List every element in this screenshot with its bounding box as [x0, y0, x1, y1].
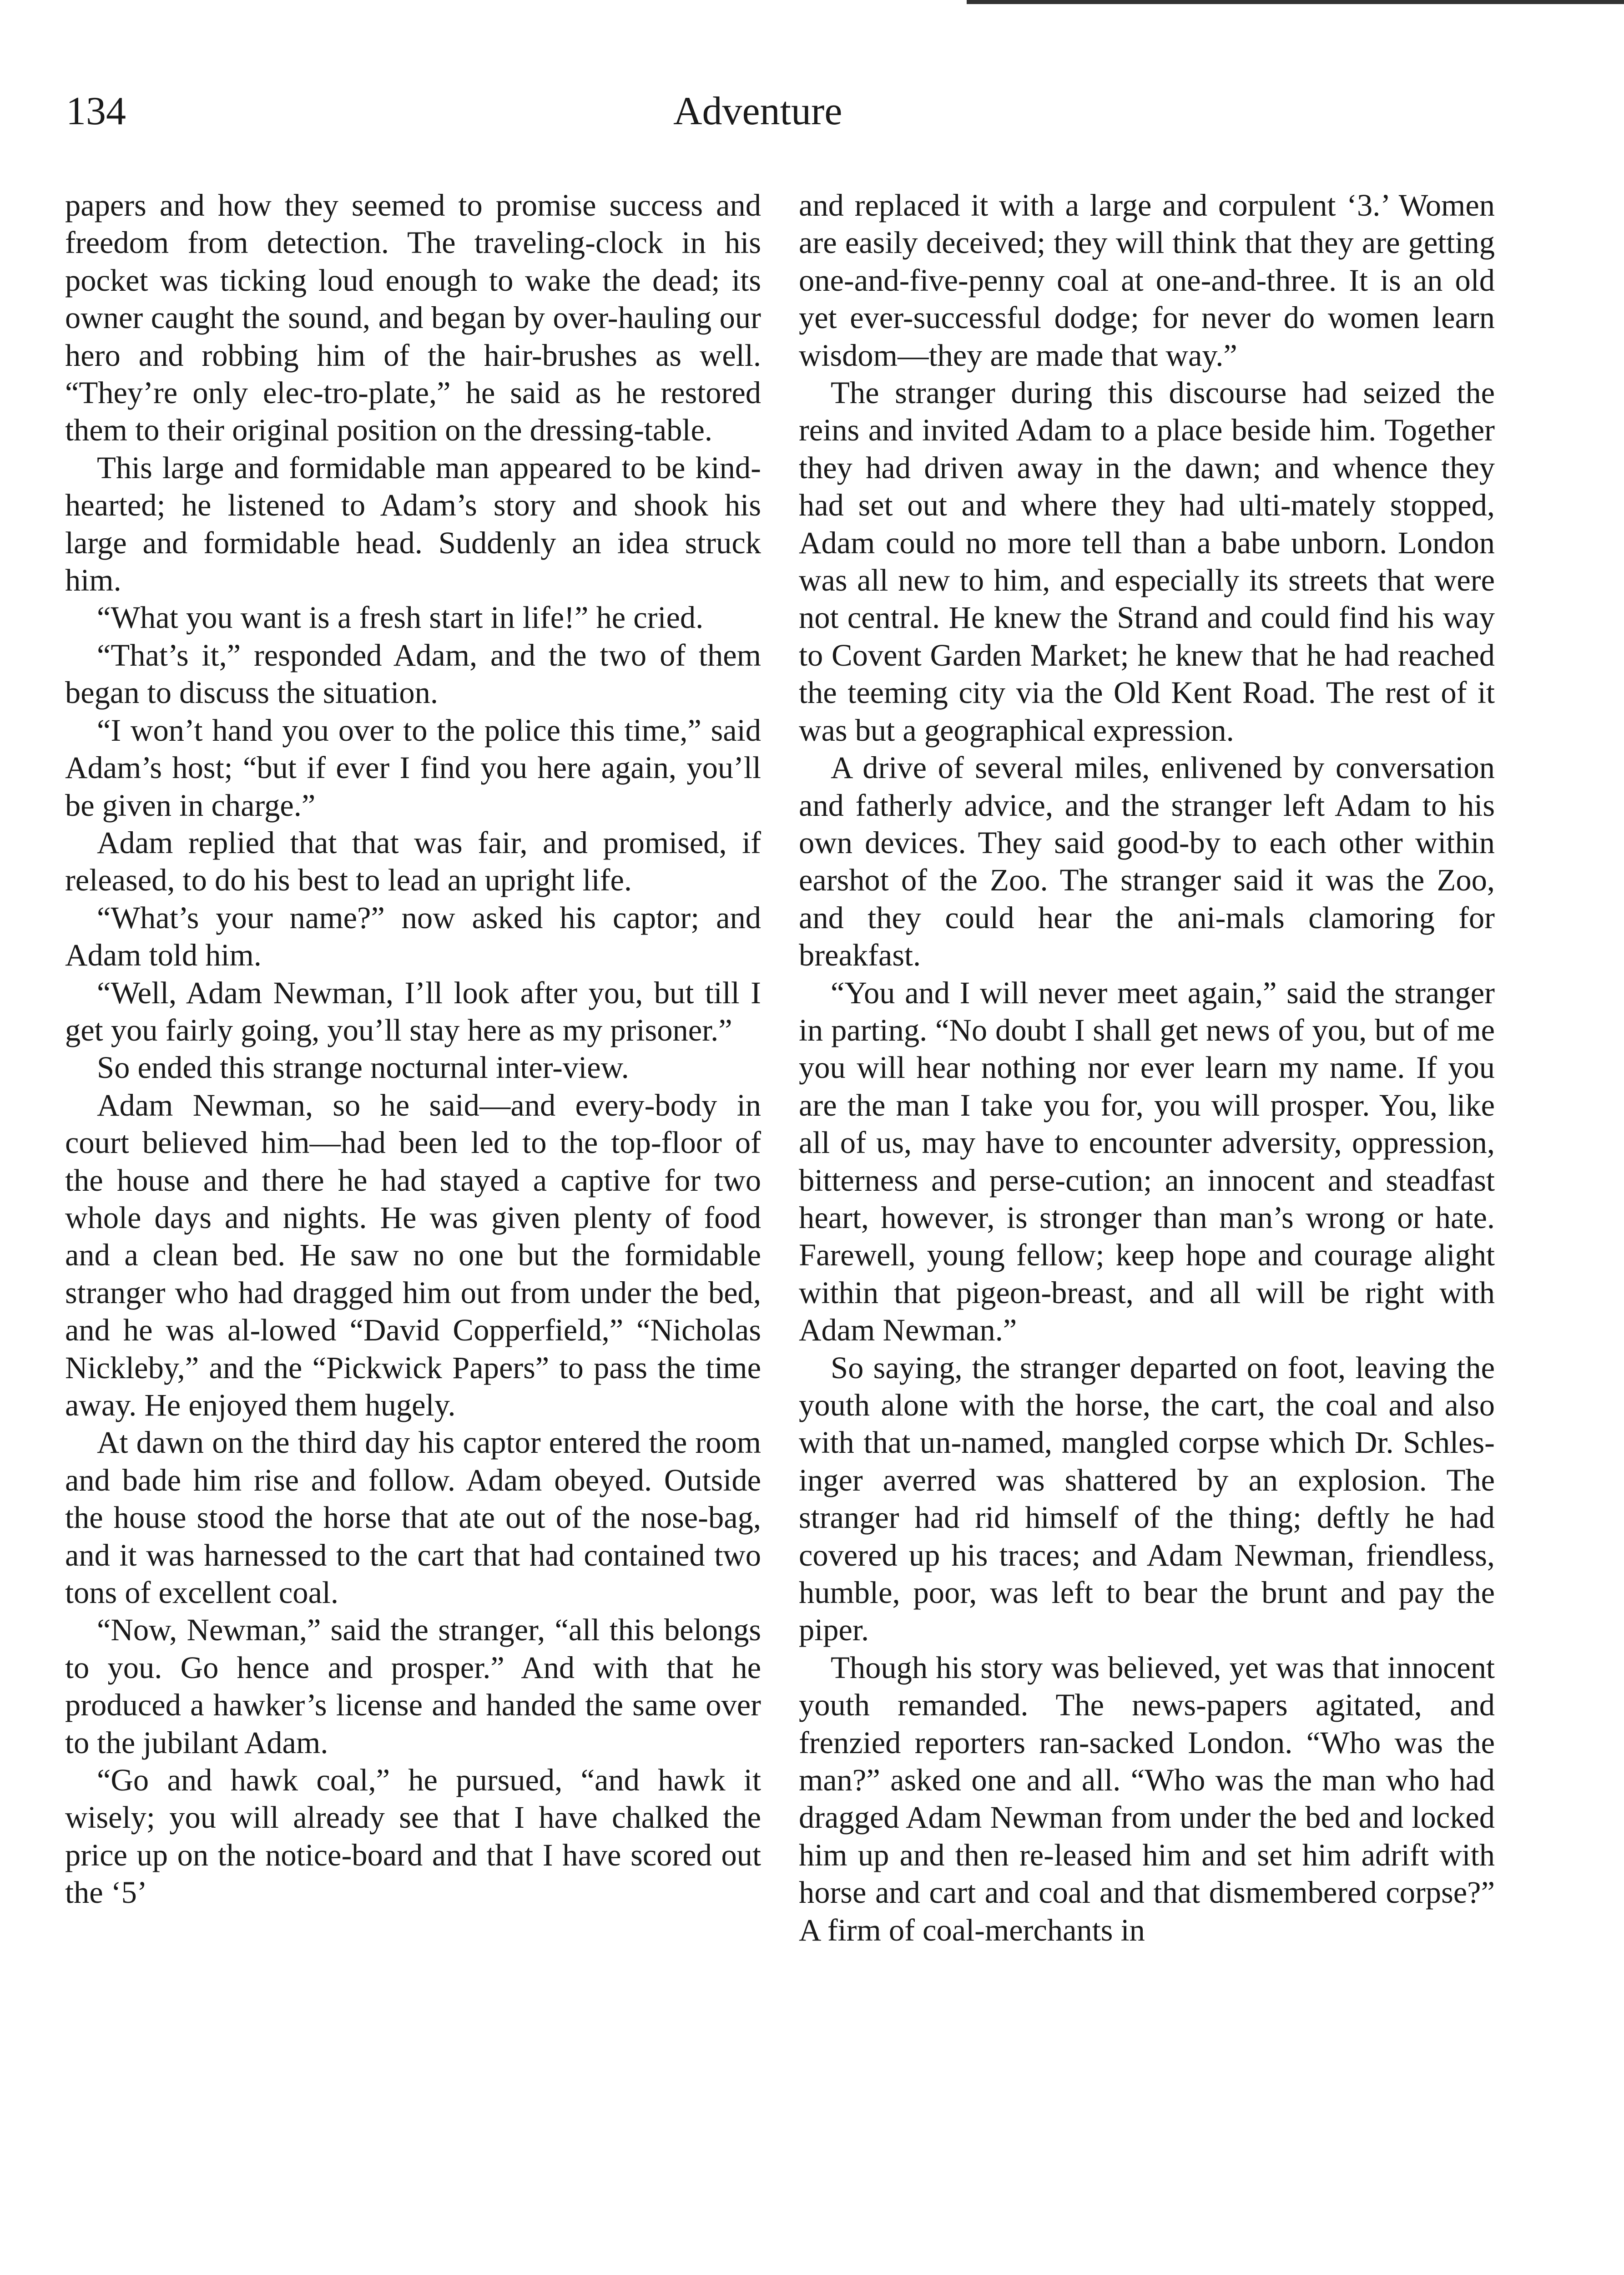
paragraph: “I won’t hand you over to the police this time,” said Adam’s host; “but if ever I find you here again, you’ll be given in charge.” [65, 713, 761, 823]
paragraph: “What you want is a fresh start in life!” he cried. [97, 600, 704, 635]
paragraph: “Go and hawk coal,” he pursued, “and hawk it wisely; you will already see that I have chalked the price up on the notice-board and that I have scored out the ‘5’ [65, 1763, 761, 1910]
left-column [65, 187, 761, 1911]
right-column [799, 187, 1495, 1949]
top-border-rule [967, 0, 1624, 4]
paragraph: Though his story was believed, yet was that innocent youth remanded. The news-papers agitated, and frenzied reporters ran-sacked London. “Who was the man?” asked one and all. “Who was the man who had dragged Adam Newman from under the bed and locked him up and then re-leased him and set him adrift with horse and cart and coal and that dismembered corpse?” A firm of coal-merchants in [799, 1650, 1495, 1947]
paragraph: This large and formidable man appeared to be kind-hearted; he listened to Adam’s story and shook his large and formidable head. Suddenly an idea struck him. [65, 450, 761, 598]
paragraph: “Well, Adam Newman, I’ll look after you, but till I get you fairly going, you’ll stay here as my prisoner.” [65, 975, 761, 1047]
paragraph: A drive of several miles, enlivened by conversation and fatherly advice, and the stranger left Adam to his own devices. They said good-by to each other within earshot of the Zoo. The stranger said it was the Zoo, and they could hear the ani-mals clamoring for breakfast. [799, 750, 1495, 973]
page-number: 134 [66, 89, 126, 133]
paragraph: Adam replied that that was fair, and promised, if released, to do his best to lead an upright life. [65, 825, 761, 898]
paragraph: “You and I will never meet again,” said the stranger in parting. “No doubt I shall get news of you, but of me you will hear nothing nor ever learn my name. If you are the man I take you for, you will prosper. You, like all of us, may have to encounter adversity, oppression, bitterness and perse-cution; an innocent and steadfast heart, however, is stronger than man’s wrong or hate. Farewell, young fellow; keep hope and courage alight within that pigeon-breast, and all will be right with Adam Newman.” [799, 975, 1495, 1348]
paragraph: “Now, Newman,” said the stranger, “all this belongs to you. Go hence and prosper.” And with that he produced a hawker’s license and handed the same over to the jubilant Adam. [65, 1613, 761, 1760]
running-title: Adventure [673, 89, 842, 133]
paragraph: The stranger during this discourse had seized the reins and invited Adam to a place beside him. Together they had driven away in the dawn; and whence they had set out and where they had ulti-mately stopped, Adam could no more tell than a babe unborn. London was all new to him, and especially its streets that were not central. He knew the Strand and could find his way to Covent Garden Market; he knew that he had reached the teeming city via the Old Kent Road. The rest of it was but a geographical expression. [799, 375, 1495, 748]
paragraph: So ended this strange nocturnal inter-view. [97, 1050, 629, 1085]
paragraph: papers and how they seemed to promise success and freedom from detection. The traveling-clock in his pocket was ticking loud enough to wake the dead; its owner caught the sound, and began by over-hauling our hero and robbing him of the hair-brushes as well. “They’re only elec-tro-plate,” he said as he restored them to their original position on the dressing-table. [65, 188, 761, 448]
paragraph: So saying, the stranger departed on foot, leaving the youth alone with the horse, the cart, the coal and also with that un-named, mangled corpse which Dr. Schles-inger averred was shattered by an explosion. The stranger had rid himself of the thing; deftly he had covered up his traces; and Adam Newman, friendless, humble, poor, was left to bear the brunt and pay the piper. [799, 1350, 1495, 1648]
paragraph: “That’s it,” responded Adam, and the two of them began to discuss the situation. [65, 637, 761, 710]
paragraph: At dawn on the third day his captor entered the room and bade him rise and follow. Adam obeyed. Outside the house stood the horse that ate out of the nose-bag, and it was harnessed to the cart that had contained two tons of excellent coal. [65, 1425, 761, 1610]
paragraph: and replaced it with a large and corpulent ‘3.’ Women are easily deceived; they will think that they are getting one-and-five-penny coal at one-and-three. It is an old yet ever-successful dodge; for never do women learn wisdom—they are made that way.” [799, 188, 1495, 373]
paragraph: Adam Newman, so he said—and every-body in court believed him—had been led to the top-floor of the house and there he had stayed a captive for two whole days and nights. He was given plenty of food and a clean bed. He saw no one but the formidable stranger who had dragged him out from under the bed, and he was al-lowed “David Copperfield,” “Nicholas Nickleby,” and the “Pickwick Papers” to pass the time away. He enjoyed them hugely. [65, 1087, 761, 1422]
paragraph: “What’s your name?” now asked his captor; and Adam told him. [65, 900, 761, 973]
